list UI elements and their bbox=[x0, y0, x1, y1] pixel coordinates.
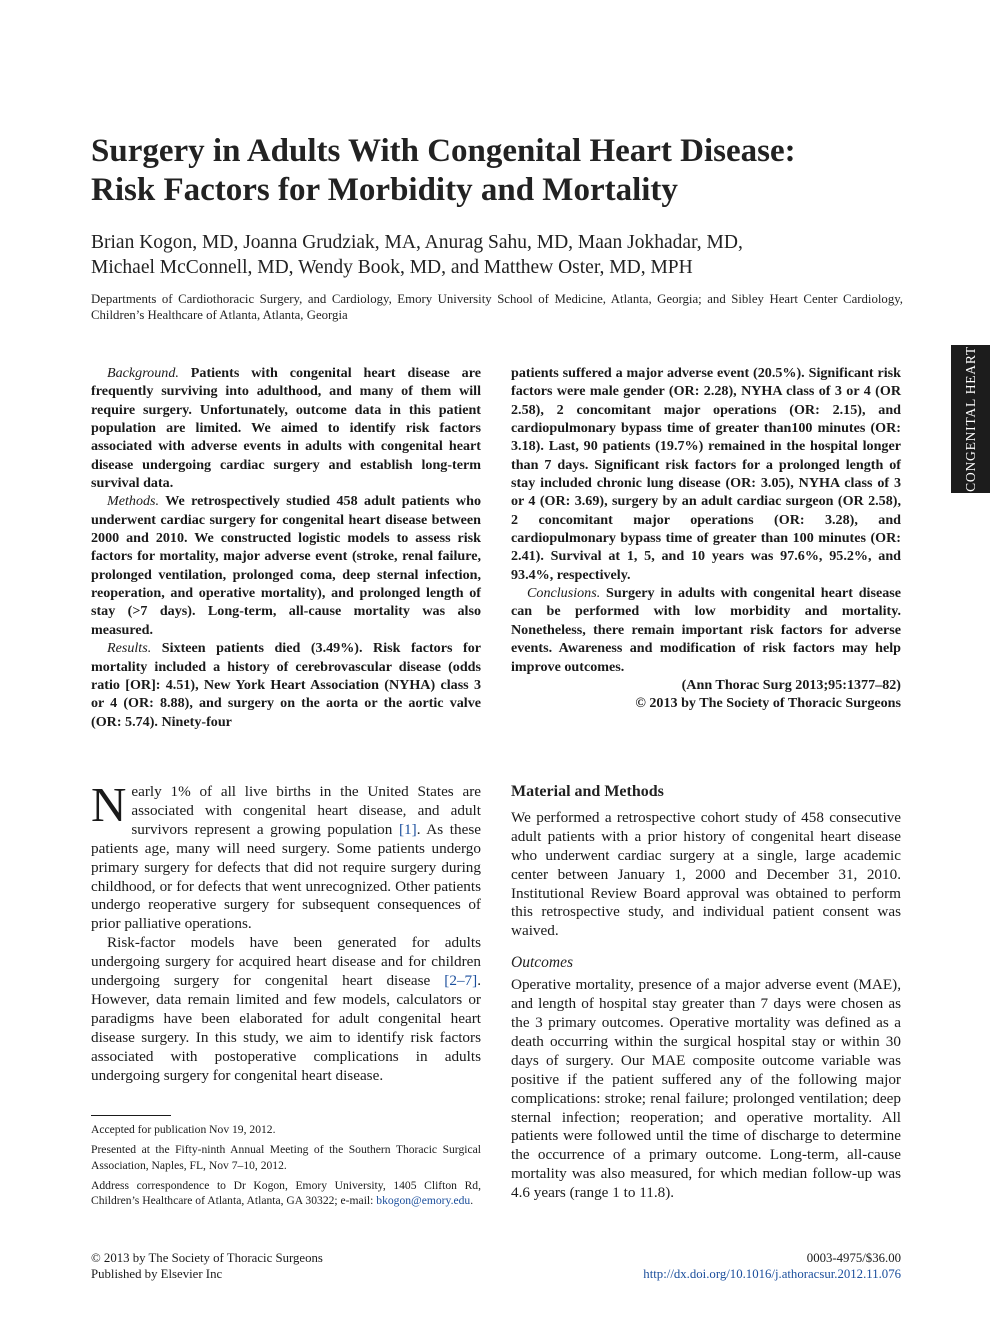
methods-text: We retrospectively studied 458 adult patients who underwent cardiac surgery for congenital heart disease between 2000 and 2010. We constructed logistic models to assess risk factors for mortality, major adverse event (stroke, renal failure, prolonged ventilation, prolonged coma, deep sternal infection, reoperation, and operative mortality), and prolonged length of stay (>7 days). Long-term, all-cause mortality was also measured. bbox=[91, 493, 481, 638]
conclusions-text: Surgery in adults with congenital heart disease can be performed with low morbidity and mortality. Nonetheless, there remain important risk factors for adverse events. Awareness and modification of risk factors may help improve outcomes. bbox=[511, 585, 901, 675]
conclusions-label: Conclusions. bbox=[527, 585, 601, 602]
address-text: Address correspondence to Dr Kogon, Emory University, 1405 Clifton Rd, Children’s Healthcare of Atlanta, Atlanta, GA 30322; e-mail: bbox=[91, 1178, 481, 1208]
doi-link[interactable]: http://dx.doi.org/10.1016/j.athoracsur.2012.11.076 bbox=[643, 1266, 901, 1281]
footnote-presented: Presented at the Fifty-ninth Annual Meeting of the Southern Thoracic Surgical Association, Naples, FL, Nov 7–10, 2012. bbox=[91, 1143, 481, 1172]
abstract-left-column bbox=[91, 364, 481, 731]
footer-publisher: Published by Elsevier Inc bbox=[91, 1266, 223, 1281]
intro-p2-text-a: Risk-factor models have been generated for adults undergoing surgery for acquired heart disease and for children undergoing surgery for congenital heart disease bbox=[91, 934, 481, 990]
intro-p1-text-a: early 1% of all live births in the United States are associated with congenital heart disease, and adult survivors represent a growing population bbox=[131, 783, 481, 838]
abstract-right-column bbox=[511, 364, 901, 713]
outcomes-paragraph: Operative mortality, presence of a major adverse event (MAE), and length of hospital stay greater than 7 days were chosen as the 3 primary outcomes. Operative mortality was defined as a death occurring within the surgical hospital stay or within 30 days of surgery. Our MAE composite outcome variable was positive if the patient suffered any of the following major complications: stroke; renal failure; prolonged ventilation; deep sternal infection; reoperation; and operative mortality. All patients were followed until the time of discharge to determine the occurrence of a primary outcome. Long-term, all-cause mortality was also measured, for which median follow-up was 4.6 years (range 1 to 11.8). bbox=[511, 976, 901, 1202]
abstract-conclusions bbox=[511, 584, 901, 676]
background-label: Background. bbox=[107, 365, 179, 381]
article-title bbox=[91, 132, 911, 210]
page-footer-left bbox=[91, 1251, 323, 1282]
footer-copyright: © 2013 by The Society of Thoracic Surgeons bbox=[91, 1251, 323, 1265]
intro-column bbox=[91, 777, 481, 1086]
abstract-results-continued: patients suffered a major adverse event (20.5%). Significant risk factors were male gender (OR: 2.28), NYHA class of 3 or 4 (OR 2.58), 2 concomitant major operations (OR: 2.15), and cardiopulmonary bypass time of greater than100 minutes (OR: 3.18). Last, 90 patients (19.7%) remained in the hospital longer than 7 days. Significant risk factors for a prolonged length of stay included chronic lung disease (OR: 3.05), NYHA class of 3 or 4 (OR: 3.69), surgery by an adult cardiac surgeon (OR 2.58), 2 concomitant major operations (OR: 3.28), and cardiopulmonary bypass time of greater than 100 minutes (OR: 2.41). Survival at 1, 5, and 10 years was 97.6%, 95.2%, and 93.4%, respectively. bbox=[511, 365, 901, 583]
footnote-accepted: Accepted for publication Nov 19, 2012. bbox=[91, 1123, 276, 1136]
background-text: Patients with congenital heart disease are frequently surviving into adulthood, and many of them will require surgery. Unfortunately, outcome data in this patient population are limited. We aimed to identify risk factors associated with adverse events in adults with congenital heart disease undergoing cardiac surgery and establish long-term survival data. bbox=[91, 365, 481, 492]
methods-label: Methods. bbox=[107, 493, 160, 510]
title-line-2: Risk Factors for Morbidity and Mortality bbox=[91, 172, 678, 208]
authors-line-2: Michael McConnell, MD, Wendy Book, MD, and Matthew Oster, MD, MPH bbox=[91, 257, 693, 278]
results-label: Results. bbox=[107, 640, 152, 657]
journal-citation: (Ann Thorac Surg 2013;95:1377–82) bbox=[681, 676, 901, 693]
abstract-results bbox=[91, 639, 481, 731]
abstract-methods bbox=[91, 492, 481, 639]
intro-paragraph-1 bbox=[91, 777, 481, 934]
abstract-copyright: © 2013 by The Society of Thoracic Surgeons bbox=[635, 695, 901, 712]
section-side-tab bbox=[951, 345, 990, 493]
email-link[interactable]: bkogon@emory.edu bbox=[376, 1194, 471, 1208]
abstract-background bbox=[91, 364, 481, 492]
methods-column bbox=[511, 783, 901, 1203]
intro-p2-text-b: . However, data remain limited and few models, calculators or paradigms have been elaborated for adult congenital heart disease surgery. In this study, we aim to identify risk factors associated with postoperative complications in adults undergoing surgery for congenital heart disease. bbox=[91, 972, 481, 1084]
intro-p1-text-b: . As these patients age, many will need surgery. Some patients undergo primary surgery for defects that did not require surgery during childhood, or for defects that went unrecognized. Other patients undergo reoperative surgery for subsequent consequences of prior palliative operations. bbox=[91, 820, 481, 933]
reference-link-1[interactable]: [1] bbox=[399, 820, 417, 838]
page-footer-right bbox=[643, 1251, 901, 1282]
footnotes bbox=[91, 1122, 481, 1213]
reference-link-2-7[interactable]: [2–7] bbox=[444, 972, 478, 990]
methods-paragraph-1: We performed a retrospective cohort study of 458 consecutive adult patients with a prior history of congenital heart disease who underwent cardiac surgery at a single, large academic center between January 1, 2000 and December 31, 2010. Institutional Review Board approval was obtained to perform this retrospective study, and individual patient consent was waived. bbox=[511, 808, 901, 940]
affiliation: Departments of Cardiothoracic Surgery, and Cardiology, Emory University School of Medicine, Atlanta, Georgia; and Sibley Heart Center Cardiology, Children’s Healthcare of Atlanta, Atlanta, Georgia bbox=[91, 292, 903, 322]
outcomes-heading: Outcomes bbox=[511, 954, 573, 972]
author-list bbox=[91, 230, 911, 280]
footnote-divider bbox=[91, 1115, 171, 1116]
results-text: Sixteen patients died (3.49%). Risk factors for mortality included a history of cerebrovascular disease (odds ratio [OR]: 4.51), New York Heart Association (NYHA) class 3 or 4 (OR: 8.88), and surgery on the aorta or the aortic valve (OR: 5.74). Ninety-four bbox=[91, 640, 481, 730]
footnote-address bbox=[91, 1178, 481, 1209]
footer-issn-price: 0003-4975/$36.00 bbox=[806, 1251, 901, 1265]
drop-cap: N bbox=[91, 777, 127, 832]
address-end: . bbox=[470, 1194, 474, 1208]
methods-heading: Material and Methods bbox=[511, 783, 664, 800]
title-line-1: Surgery in Adults With Congenital Heart Disease: bbox=[91, 133, 796, 169]
side-tab-label: CONGENITAL HEART bbox=[962, 346, 978, 492]
intro-paragraph-2 bbox=[91, 934, 481, 1085]
authors-line-1: Brian Kogon, MD, Joanna Grudziak, MA, Anurag Sahu, MD, Maan Jokhadar, MD, bbox=[91, 232, 743, 253]
